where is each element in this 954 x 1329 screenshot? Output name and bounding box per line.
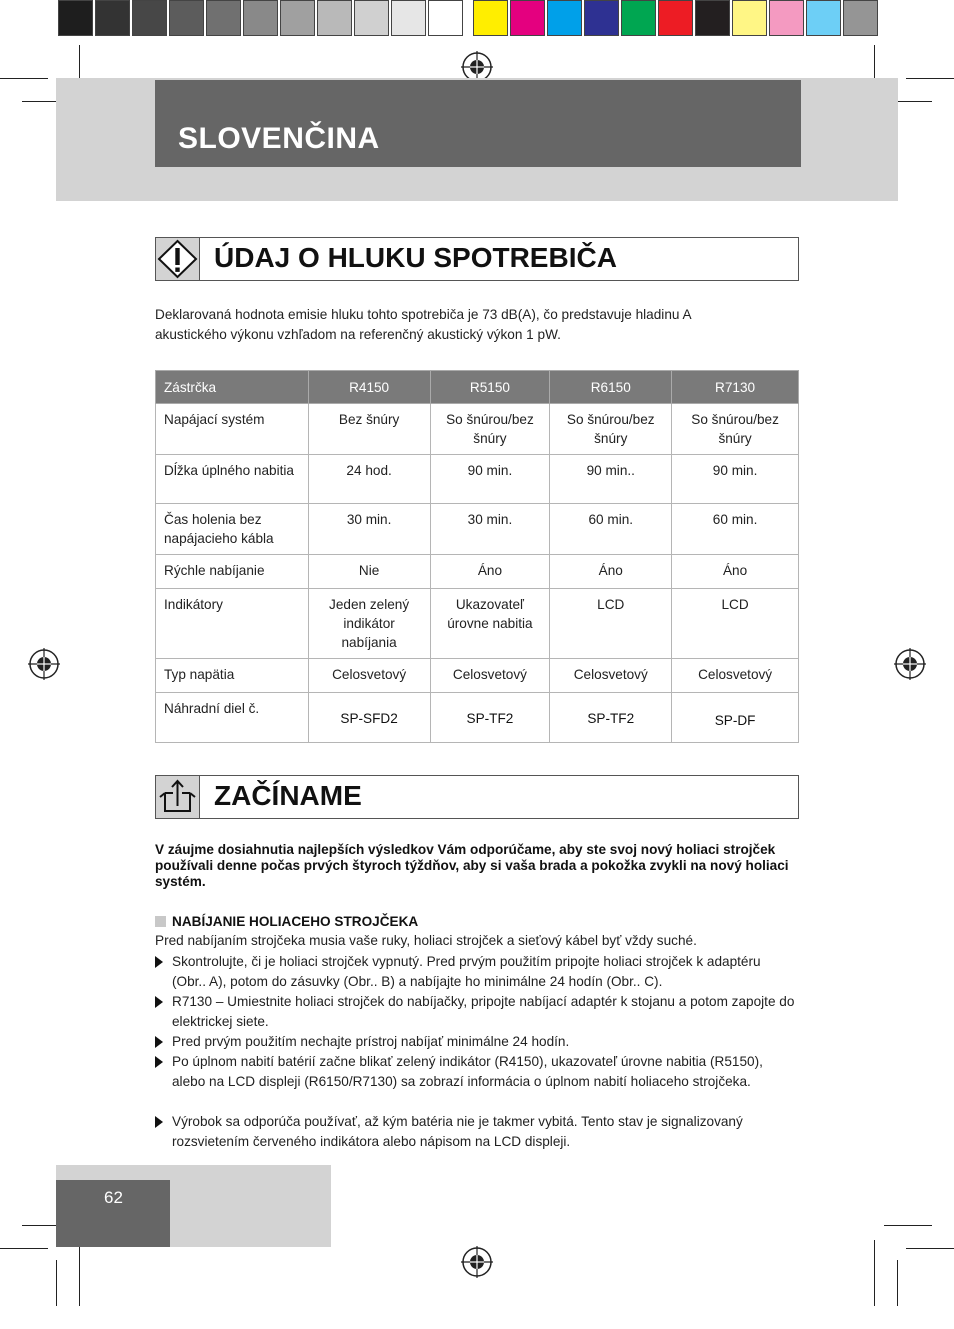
color-swatch xyxy=(428,0,463,36)
crop-mark xyxy=(79,1240,80,1306)
table-header-row xyxy=(156,371,799,404)
charging-subheading xyxy=(155,914,418,929)
color-swatch xyxy=(169,0,204,36)
triangle-bullet-icon xyxy=(155,996,163,1008)
color-swatch xyxy=(732,0,767,36)
triangle-bullet-icon xyxy=(155,956,163,968)
list-item xyxy=(155,992,795,1032)
noise-text xyxy=(155,305,805,345)
table-row-label: Náhradní diel č. xyxy=(156,693,309,743)
table-cell: Bez šnúry xyxy=(308,404,430,455)
crop-mark xyxy=(0,78,48,79)
color-swatch xyxy=(510,0,545,36)
color-calibration-bar xyxy=(58,0,880,38)
color-bar-gap xyxy=(465,0,473,38)
table-cell xyxy=(430,693,550,743)
crop-mark xyxy=(56,1260,57,1306)
table-cell: 24 hod. xyxy=(308,455,430,504)
list-item xyxy=(155,1112,795,1152)
crop-mark xyxy=(897,1260,898,1306)
start-section-title: ZAČÍNAME xyxy=(214,780,362,811)
noise-text-line: akustického výkonu vzhľadom na referenčný akustický výkon 1 pW. xyxy=(155,327,561,342)
table-cell: 90 min. xyxy=(672,455,799,504)
registration-mark-icon xyxy=(461,1246,493,1278)
crop-mark xyxy=(884,1225,932,1226)
list-item xyxy=(155,1052,795,1092)
crop-mark xyxy=(0,1248,48,1249)
color-swatch xyxy=(317,0,352,36)
table-row-label: Napájací systém xyxy=(156,404,309,455)
list-item-text: R7130 – Umiestnite holiaci strojček do nabíjačky, pripojte nabíjací adaptér k stojanu a potom zapojte do elektrickej siete. xyxy=(172,994,795,1029)
color-swatch xyxy=(584,0,619,36)
table-row xyxy=(156,404,799,455)
registration-mark-icon xyxy=(894,648,926,680)
table-row xyxy=(156,693,799,743)
table-row-label: Čas holenia bez napájacieho kábla xyxy=(156,504,309,555)
color-swatch xyxy=(658,0,693,36)
color-swatch xyxy=(769,0,804,36)
crop-mark xyxy=(906,1248,954,1249)
page-number: 62 xyxy=(104,1188,123,1207)
table-cell: Celosvetový xyxy=(430,659,550,693)
warning-exclamation-icon xyxy=(156,238,200,280)
table-row-label: Rýchle nabíjanie xyxy=(156,555,309,589)
noise-section-title: ÚDAJ O HLUKU SPOTREBIČA xyxy=(214,242,617,273)
table-cell: LCD xyxy=(672,589,799,659)
table-cell: So šnúrou/bez šnúry xyxy=(672,404,799,455)
color-swatch xyxy=(621,0,656,36)
crop-mark xyxy=(906,78,954,79)
page-title: SLOVENČINA xyxy=(178,122,380,155)
triangle-bullet-icon xyxy=(155,1036,163,1048)
table-cell: Áno xyxy=(672,555,799,589)
table-row-label: Typ napätia xyxy=(156,659,309,693)
color-swatch xyxy=(843,0,878,36)
color-swatch xyxy=(547,0,582,36)
table-cell: So šnúrou/bez šnúry xyxy=(430,404,550,455)
table-cell xyxy=(672,693,799,743)
table-cell: 90 min.. xyxy=(550,455,672,504)
table-cell: Áno xyxy=(430,555,550,589)
charging-subheading-text: NABÍJANIE HOLIACEHO STROJČEKA xyxy=(172,914,419,929)
table-cell: Áno xyxy=(550,555,672,589)
table-cell: Celosvetový xyxy=(308,659,430,693)
table-row xyxy=(156,555,799,589)
list-item-text: Po úplnom nabití batérií začne blikať zelený indikátor (R4150), ukazovateľ úrovne nabitia (R5150), alebo na LCD displeji (R6150/R7130) sa zobrazí informácia o úplnom nabití holiaceho strojčeka. xyxy=(172,1054,763,1089)
table-cell: Ukazovateľ úrovne nabitia xyxy=(430,589,550,659)
part-number: SP-TF2 xyxy=(587,711,635,726)
table-header-cell: R4150 xyxy=(308,371,430,404)
table-cell: Celosvetový xyxy=(672,659,799,693)
start-section-header xyxy=(155,775,799,819)
part-number: SP-DF xyxy=(714,713,756,728)
part-number: SP-TF2 xyxy=(466,711,514,726)
table-cell: 60 min. xyxy=(550,504,672,555)
list-item xyxy=(155,952,795,992)
color-swatch xyxy=(806,0,841,36)
crop-mark xyxy=(874,1240,875,1306)
color-swatch xyxy=(206,0,241,36)
square-bullet-icon xyxy=(155,916,166,927)
table-cell: 30 min. xyxy=(430,504,550,555)
spec-table xyxy=(155,370,799,743)
table-cell: Celosvetový xyxy=(550,659,672,693)
intro-text: V záujme dosiahnutia najlepších výsledkov Vám odporúčame, aby ste svoj nový holiaci strojček používali denne počas prvých štyroch týždňov, aby si vaša brada a pokožka zvykli na nový holiaci systém. xyxy=(155,842,789,889)
color-swatch xyxy=(391,0,426,36)
registration-mark-icon xyxy=(28,648,60,680)
color-swatch xyxy=(95,0,130,36)
table-cell: 60 min. xyxy=(672,504,799,555)
triangle-bullet-icon xyxy=(155,1056,163,1068)
table-row xyxy=(156,589,799,659)
color-swatch xyxy=(58,0,93,36)
table-header-cell: R5150 xyxy=(430,371,550,404)
triangle-bullet-icon xyxy=(155,1116,163,1128)
noise-section-header xyxy=(155,237,799,281)
unboxing-icon xyxy=(156,776,200,818)
part-number: SP-SFD2 xyxy=(340,711,398,726)
table-cell: 30 min. xyxy=(308,504,430,555)
list-item-text: Pred prvým použitím nechajte prístroj nabíjať minimálne 24 hodín. xyxy=(172,1034,570,1049)
color-swatch xyxy=(473,0,508,36)
table-header-cell: Zástrčka xyxy=(156,371,309,404)
list-item xyxy=(155,1032,795,1052)
table-row-label: Indikátory xyxy=(156,589,309,659)
table-cell: Jeden zelený indikátor nabíjania xyxy=(308,589,430,659)
table-row xyxy=(156,659,799,693)
table-cell xyxy=(308,693,430,743)
table-header-cell: R7130 xyxy=(672,371,799,404)
color-swatch xyxy=(243,0,278,36)
table-row-label: Dĺžka úplného nabitia xyxy=(156,455,309,504)
charging-lead: Pred nabíjaním strojčeka musia vaše ruky, holiaci strojček a sieťový kábel byť vždy suché. xyxy=(155,933,697,948)
noise-text-line: Deklarovaná hodnota emisie hluku tohto spotrebiča je 73 dB(A), čo predstavuje hladinu A xyxy=(155,307,692,322)
table-row xyxy=(156,455,799,504)
list-item-text: Výrobok sa odporúča používať, až kým batéria nie je takmer vybitá. Tento stav je signalizovaný rozsvietením červeného indikátora alebo nápisom na LCD displeji. xyxy=(172,1114,743,1149)
table-cell: So šnúrou/bez šnúry xyxy=(550,404,672,455)
table-cell xyxy=(550,693,672,743)
color-swatch xyxy=(695,0,730,36)
table-cell: 90 min. xyxy=(430,455,550,504)
table-cell: LCD xyxy=(550,589,672,659)
table-cell: Nie xyxy=(308,555,430,589)
table-header-cell: R6150 xyxy=(550,371,672,404)
color-swatch xyxy=(132,0,167,36)
table-row xyxy=(156,504,799,555)
list-item-text: Skontrolujte, či je holiaci strojček vypnutý. Pred prvým použitím pripojte holiaci strojček k adaptéru (Obr.. A), potom do zásuvky (Obr.. B) a nabíjajte ho minimálne 24 hodín (Obr.. C). xyxy=(172,954,761,989)
color-swatch xyxy=(354,0,389,36)
color-swatch xyxy=(280,0,315,36)
